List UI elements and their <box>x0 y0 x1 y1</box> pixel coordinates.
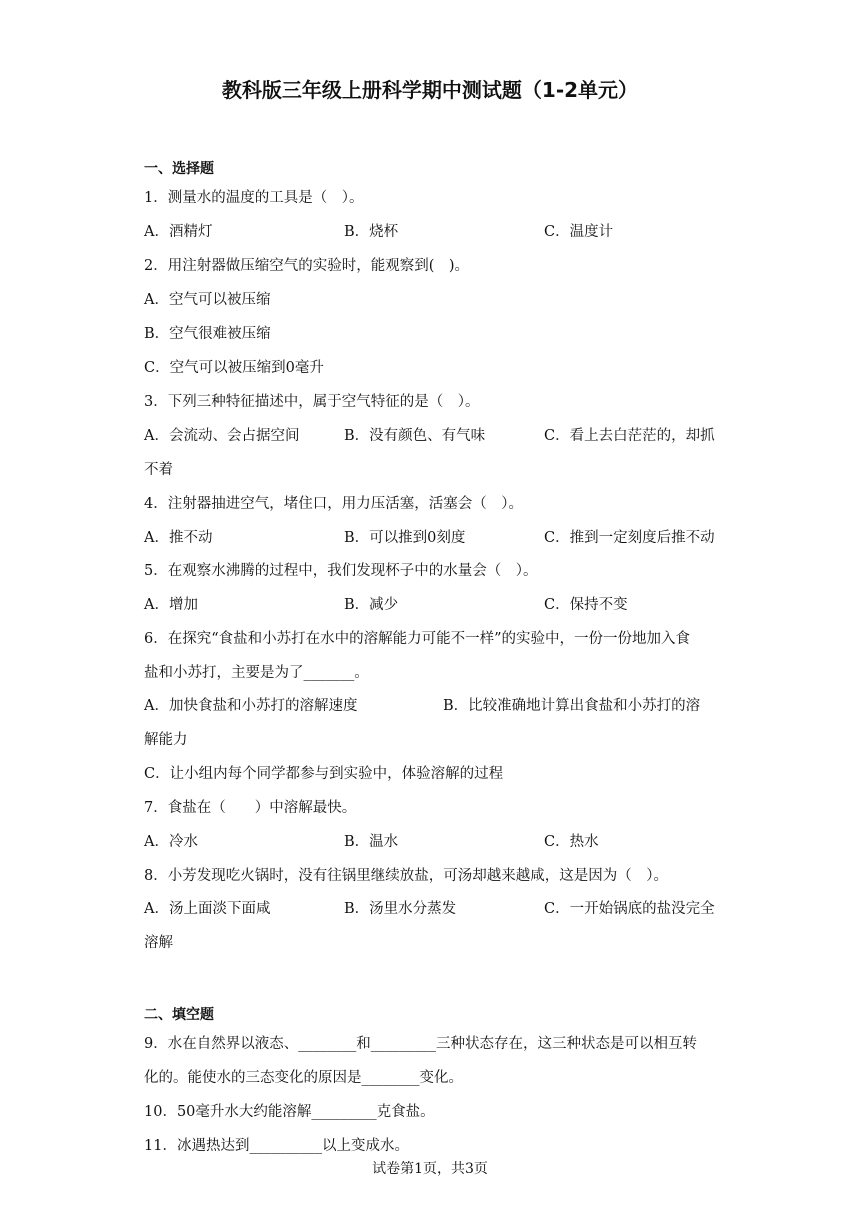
question-5-option-c: C．保持不变 <box>544 597 628 613</box>
page-title: 教科版三年级上册科学期中测试题（1-2单元） <box>221 78 639 102</box>
question-6-option-a: A．加快食盐和小苏打的溶解速度 <box>144 698 358 714</box>
question-1-option-c: C．温度计 <box>544 224 614 240</box>
section-heading-choice: 一、选择题 <box>144 161 214 177</box>
question-11: 11．冰遇热达到__________以上变成水。 <box>144 1138 409 1154</box>
question-7-stem: 7．食盐在（ ）中溶解最快。 <box>144 800 357 816</box>
question-7-option-b: B．温水 <box>344 834 399 850</box>
question-10: 10．50毫升水大约能溶解_________克食盐。 <box>144 1104 435 1120</box>
question-1-stem: 1．测量水的温度的工具是（ ）。 <box>144 190 364 206</box>
question-3-option-b: B．没有颜色、有气味 <box>344 428 486 444</box>
question-5-stem: 5．在观察水沸腾的过程中，我们发现杯子中的水量会（ ）。 <box>144 563 538 579</box>
question-5-option-a: A．增加 <box>144 597 198 613</box>
question-1-option-b: B．烧杯 <box>344 224 399 240</box>
question-3-option-a: A．会流动、会占据空间 <box>144 428 300 444</box>
question-8-option-b: B．汤里水分蒸发 <box>344 901 457 917</box>
question-7-option-c: C．热水 <box>544 834 599 850</box>
question-5-option-b: B．减少 <box>344 597 399 613</box>
question-8-option-a: A．汤上面淡下面咸 <box>144 901 271 917</box>
question-6-stem-line1: 6．在探究“食盐和小苏打在水中的溶解能力可能不一样”的实验中，一份一份地加入食 <box>144 631 691 647</box>
question-4-stem: 4．注射器抽进空气，堵住口，用力压活塞，活塞会（ ）。 <box>144 496 523 512</box>
question-1-option-a: A．酒精灯 <box>144 224 213 240</box>
page-footer: 试卷第1页，共3页 <box>372 1161 488 1177</box>
question-4-option-b: B．可以推到0刻度 <box>344 530 466 546</box>
question-3-option-c: C．看上去白茫茫的，却抓 <box>544 428 715 444</box>
question-8-option-c: C．一开始锅底的盐没完全 <box>544 901 715 917</box>
question-4-option-a: A．推不动 <box>144 530 213 546</box>
question-3-option-c-continued: 不着 <box>144 462 173 478</box>
question-6-option-b-continued: 解能力 <box>144 732 188 748</box>
section-heading-fill-in: 二、填空题 <box>144 1007 214 1023</box>
question-2-stem: 2．用注射器做压缩空气的实验时，能观察到( )。 <box>144 258 470 274</box>
question-7-option-a: A．冷水 <box>144 834 198 850</box>
question-3-stem: 3．下列三种特征描述中，属于空气特征的是（ ）。 <box>144 394 480 410</box>
question-4-option-c: C．推到一定刻度后推不动 <box>544 530 715 546</box>
question-8-option-c-continued: 溶解 <box>144 935 173 951</box>
question-2-option-c: C．空气可以被压缩到0毫升 <box>144 360 324 376</box>
question-6-option-c: C．让小组内每个同学都参与到实验中，体验溶解的过程 <box>144 766 504 782</box>
question-9-line2: 化的。能使水的三态变化的原因是________变化。 <box>144 1070 463 1086</box>
question-8-stem: 8．小芳发现吃火锅时，没有往锅里继续放盐，可汤却越来越咸，这是因为（ ）。 <box>144 868 668 884</box>
question-2-option-a: A．空气可以被压缩 <box>144 292 271 308</box>
question-9-line1: 9．水在自然界以液态、________和_________三种状态存在，这三种状态是可以相互转 <box>144 1036 697 1052</box>
question-6-option-b: B．比较准确地计算出食盐和小苏打的溶 <box>443 698 701 714</box>
question-2-option-b: B．空气很难被压缩 <box>144 326 271 342</box>
question-6-stem-line2: 盐和小苏打，主要是为了_______。 <box>144 665 369 681</box>
